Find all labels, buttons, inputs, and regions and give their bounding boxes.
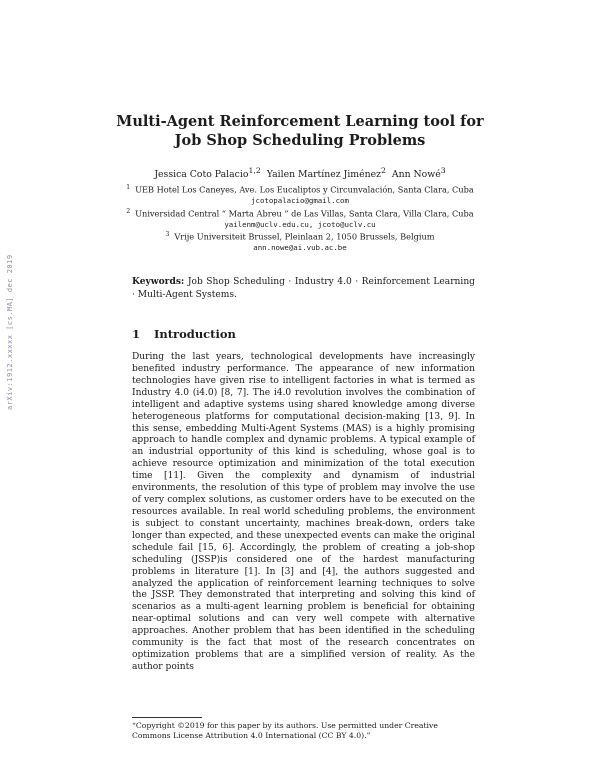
title-line-1: Multi-Agent Reinforcement Learning tool for — [116, 113, 484, 130]
affiliation-email[interactable]: ann.nowe@ai.vub.ac.be — [253, 243, 347, 253]
keywords-text: Job Shop Scheduling · Industry 4.0 · Reinforcement Learning · Multi-Agent Systems. — [132, 277, 475, 300]
affiliation-number: 1 — [126, 184, 131, 191]
keywords-label: Keywords: — [132, 276, 185, 287]
affiliation-email[interactable]: jcotopalacio@gmail.com — [251, 196, 349, 206]
affiliation-text: Universidad Central “ Marta Abreu ” de Las Villas, Santa Clara, Villa Clara, Cuba — [135, 208, 474, 219]
arxiv-stamp: arXiv:1912.xxxxx [cs.MA] dec 2019 — [6, 254, 14, 410]
author-name: Jessica Coto Palacio — [154, 169, 249, 181]
keywords — [132, 275, 475, 302]
author-list — [110, 166, 490, 180]
section-number: 1 — [132, 327, 141, 341]
paper-title — [110, 112, 490, 150]
author-affiliation-mark: 3 — [440, 166, 446, 175]
author-name: Ann Nowé — [391, 169, 441, 181]
affiliation-number: 3 — [165, 231, 170, 239]
section-heading — [132, 327, 475, 341]
affiliation — [120, 183, 480, 207]
copyright-footnote: “Copyright ©2019 for this paper by its authors. Use permitted under Creative Commons License Attribution 4.0 International (CC BY 4.0).” — [132, 721, 438, 741]
affiliation-number: 2 — [126, 207, 131, 215]
affiliation — [120, 207, 480, 231]
affiliation-email[interactable]: yailenm@uclv.edu.cu, jcoto@uclv.cu — [224, 219, 376, 229]
section-title: Introduction — [154, 327, 236, 341]
author-affiliation-mark: 2 — [381, 166, 386, 175]
author-affiliation-mark: 1,2 — [248, 166, 261, 175]
affiliation-text: Vrije Universiteit Brussel, Pleinlaan 2, 1050 Brussels, Belgium — [174, 231, 435, 242]
title-line-2: Job Shop Scheduling Problems — [174, 132, 426, 149]
footnote-divider — [132, 717, 202, 718]
affiliation — [120, 230, 480, 254]
author-name: Yailen Martínez Jiménez — [266, 169, 382, 181]
affiliation-text: UEB Hotel Los Caneyes, Ave. Los Eucaliptos y Circunvalación, Santa Clara, Cuba — [135, 184, 474, 195]
body-paragraph: During the last years, technological developments have increasingly benefited industry performance. The appearance of new information technologies have given rise to intelligent factories in what is termed as Industry 4.0 (i4.0) [8, 7]. The i4.0 revolution involves the combination of intelligent and adaptive systems using shared knowledge among diverse heterogeneous platforms for computational decision-making [13, 9]. In this sense, embedding Multi-Agent Systems (MAS) is a highly promising approach to handle complex and dynamic problems. A typical example of an industrial opportunity of this kind is scheduling, whose goal is to achieve resource optimization and minimization of the total execution time [11]. Given the complexity and dynamism of industrial environments, the resolution of this type of problem may involve the use of very complex solutions, as customer orders have to be executed on the resources available. In real world scheduling problems, the environment is subject to constant uncertainty, machines break-down, orders take longer than expected, and these unexpected events can make the original schedule fail [15, 6]. Accordingly, the problem of creating a job-shop scheduling (JSSP)is considered one of the hardest manufacturing problems in literature [1]. In [3] and [4], the authors suggested and analyzed the application of reinforcement learning techniques to solve the JSSP. They demonstrated that interpreting and solving this kind of scenarios as a multi-agent learning problem is beneficial for obtaining near-optimal solutions and can very well compete with alternative approaches. Another problem that has been identified in the scheduling community is the fact that most of the research concentrates on optimization problems that are a simplified version of reality. As the author points — [132, 352, 475, 672]
affiliations — [120, 183, 480, 254]
